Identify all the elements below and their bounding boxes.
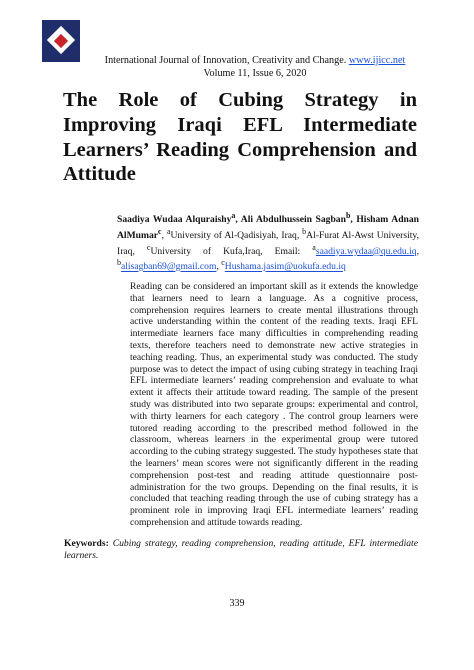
affiliation-marker: b (302, 226, 307, 236)
affiliation-marker: a (166, 226, 171, 236)
author-email-link[interactable]: Hushama.jasim@uokufa.edu.iq (224, 261, 346, 273)
author-separator: , (235, 214, 241, 226)
author-block: Saadiya Wudaa Alquraishy$^a$, Ali Abdulhussein Sagban$^b$, Hisham Adnan AlMumar$^c$, $^a$University of Al-Qadisiyah, Iraq, $^b$Al-Furat Al-Awst University, Iraq, $^c$University of Kufa,Iraq, Email: $^a$saadiya.wydaa@qu.edu.iq, $^b$alisagban69@gmail.com, $^c$Hushama.jasim@uokufa.edu.iq (117, 211, 420, 273)
journal-name-line (90, 55, 420, 68)
journal-website-link[interactable]: www.ijicc.net (348, 55, 406, 66)
keywords-label: Keywords: (64, 538, 109, 549)
journal-volume-line: Volume 11, Issue 6, 2020 (203, 67, 307, 79)
author-name: Ali Abdulhussein Sagban (240, 214, 346, 226)
author-email-link[interactable]: saadiya.wydaa@qu.edu.iq (315, 245, 417, 257)
author-separator: , (350, 214, 357, 226)
paper-title: The Role of Cubing Strategy in Improving Iraqi EFL Intermediate Learners’ Reading Comprehension and Attitude (63, 89, 417, 186)
affiliation-marker: c (146, 242, 151, 252)
affiliation-text: University of Al-Qadisiyah, Iraq, (170, 229, 303, 241)
author-affil-marker: b (345, 211, 351, 220)
abstract-paragraph: Reading can be considered an important skill as it extends the knowledge that learners need to learn a language. As a cognitive process, comprehension requires learners to create mental illustrations through active understanding within the content of the reading texts. Iraqi EFL intermediate learners face many difficulties in comprehending reading texts, therefore teachers need to demonstrate new active strategies in teaching reading. Thus, an experimental study was conducted. The study purpose was to detect the impact of using cubing strategy in teaching Iraqi EFL intermediate learners’ reading comprehension and evaluate to what extent it affects their attitude toward reading. The sample of the present study was distributed into two separate groups: experimental and control, with thirty learners for each category . The control group learners were tutored reading according to the prescribed method followed in the classroom, whereas learners in the experimental group were tutored according to the cubing strategy suggested. The study hypotheses state that the learners’ mean scores were not significantly different in the reading comprehension post-test and reading attitude questionnaire post-administration for the two groups. Depending on the final results, it is concluded that teaching reading through the use of cubing strategy has a prominent role in improving Iraqi EFL intermediate learners’ reading comprehension and attitude towards reading. (130, 281, 418, 528)
journal-header (90, 55, 420, 80)
keywords-list: Cubing strategy, reading comprehension, reading attitude, EFL intermediate learners. (64, 538, 418, 561)
author-affil-marker: c (158, 226, 162, 236)
journal-logo (42, 20, 80, 62)
journal-name: International Journal of Innovation, Creativity and Change. (104, 55, 347, 66)
keywords-line (64, 538, 418, 561)
email-marker: c (221, 258, 225, 268)
author-email-link[interactable]: alisagban69@gmail.com (121, 261, 217, 273)
author-name: Saadiya Wudaa Alquraishy (117, 214, 232, 226)
email-marker: b (117, 258, 121, 268)
affiliation-text: Al-Furat Al-Awst University, Iraq, (117, 229, 420, 257)
author-name: Hisham Adnan AlMumar (117, 214, 420, 241)
affiliation-text: University of Kufa,Iraq, Email: (150, 245, 313, 257)
email-marker: a (312, 242, 316, 252)
author-affil-marker: a (231, 211, 236, 220)
page-number: 339 (229, 598, 245, 609)
